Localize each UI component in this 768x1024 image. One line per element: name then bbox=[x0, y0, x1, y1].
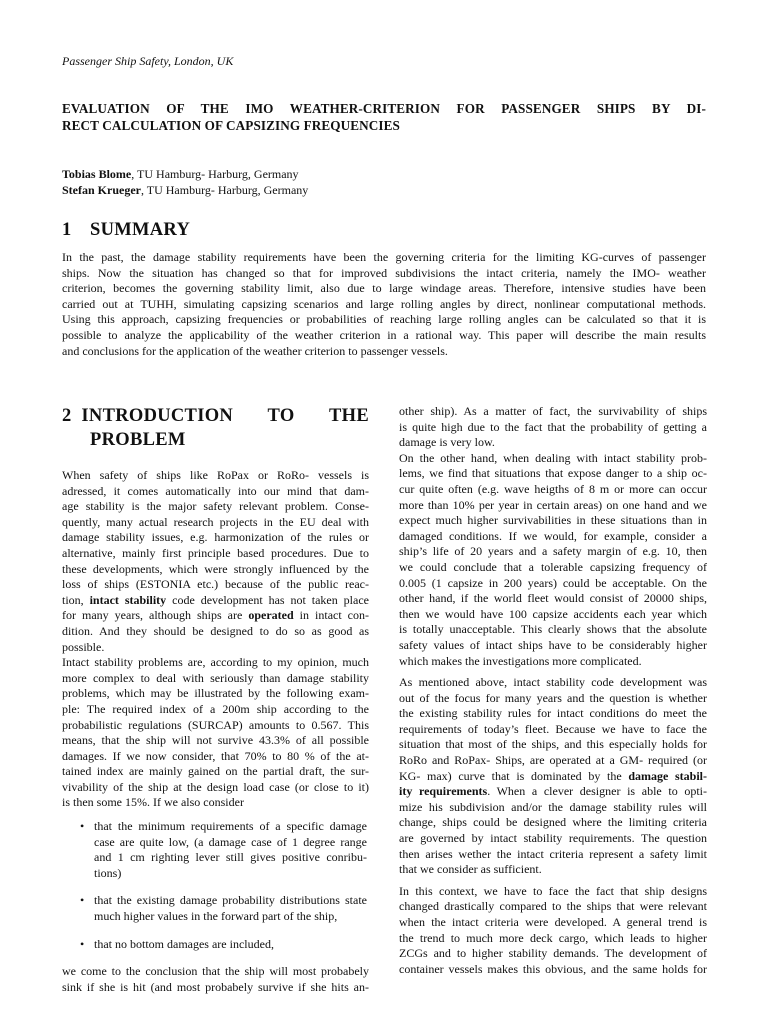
text-line: In the past, the damage stability requirements have been the governing criteria for the limiting KG-curves of passenger bbox=[62, 250, 706, 264]
text-line: is totally unacceptable. This clearly shows that the absolute bbox=[399, 622, 707, 637]
text-line bbox=[62, 593, 369, 609]
text-line: tained index are mainly gained on the partial draft, the sur- bbox=[62, 764, 369, 779]
paragraph bbox=[399, 675, 707, 878]
text-line: Intact stability problems are, according to my opinion, much bbox=[62, 655, 369, 670]
text-line: expect much higher survivabilities in these situations than in bbox=[399, 513, 707, 528]
text-line: adressed, it comes automatically into our mind that dam- bbox=[62, 483, 369, 498]
text-run: tion, bbox=[62, 592, 90, 607]
text-line: that no bottom damages are included, bbox=[94, 936, 274, 951]
text-line: criterion, becomes the governing stability limit, also due to large windage areas. Therefore, intensive studies have been bbox=[62, 281, 706, 296]
bold-text: ity requirements bbox=[399, 784, 488, 799]
text-line: probabilistic regulations (SURCAP) amounts to 0.567. This bbox=[62, 717, 369, 732]
text-run: code development has not taken place bbox=[166, 592, 369, 607]
text-line bbox=[399, 769, 707, 785]
text-line: situation that most of the ships, and this especially holds for bbox=[399, 737, 707, 752]
text-line: other hand, if the world fleet would consist of 20000 ships, bbox=[399, 591, 707, 606]
text-line: RoRo and RoPax- Ships, are operated at a GM- required (or bbox=[399, 753, 707, 768]
right-column bbox=[399, 404, 707, 977]
text-line: possible. bbox=[62, 639, 105, 654]
heading-word: TO bbox=[267, 406, 295, 426]
text-line: lems, we find that situations that expose danger to a ship oc- bbox=[399, 466, 707, 481]
list-item bbox=[62, 893, 369, 924]
text-line: As mentioned above, intact stability code development was bbox=[399, 675, 707, 690]
text-line: damaged conditions. If we would, for example, consider a bbox=[399, 528, 707, 543]
paragraph bbox=[399, 451, 707, 669]
bullet-icon: • bbox=[80, 893, 85, 908]
author-name: Tobias Blome bbox=[62, 167, 132, 181]
text-line: When safety of ships like RoPax or RoRo- vessels is bbox=[62, 468, 369, 482]
text-line: and conclusions for the application of the weather criterion to passenger vessels. bbox=[62, 343, 448, 358]
text-line: On the other hand, when dealing with intact stability prob- bbox=[399, 450, 707, 465]
text-line: possible to analyze the applicability of the weather criterion in a rational way. This paper will describe the main results bbox=[62, 327, 706, 342]
text-line: other ship). As a matter of fact, the survivability of ships bbox=[399, 404, 707, 418]
text-line: that the existing damage probability distributions state bbox=[94, 893, 367, 908]
text-line bbox=[399, 784, 707, 800]
text-line: damages. If we now consider, that 70% to 80 % of the at- bbox=[62, 748, 369, 763]
text-line: cur quite often (e.g. wave heigths of 8 m or more can occur bbox=[399, 481, 707, 496]
text-line: out of the focus for many years and the question is whether bbox=[399, 690, 707, 705]
text-line: much higher values in the forward part of the ship, bbox=[94, 909, 338, 924]
text-run: . When a clever designer is able to opti- bbox=[487, 784, 707, 799]
text-line: carried out at TUHH, simulating capsizing scenarios and large rolling angles by direct, nonlinear computational methods. bbox=[62, 296, 706, 311]
text-line: case are quite low, (a damage case of 1 degree range bbox=[94, 834, 367, 849]
text-line: we come to the conclusion that the ship will most probabely bbox=[62, 964, 369, 979]
text-run: KG- max) curve that is dominated by the bbox=[399, 768, 629, 783]
author-affiliation: , TU Hamburg- Harburg, Germany bbox=[140, 183, 309, 197]
author-affiliation: , TU Hamburg- Harburg, Germany bbox=[131, 167, 299, 181]
text-line: ple: The required index of a 200m ship according to the bbox=[62, 701, 369, 716]
bold-text: operated bbox=[248, 608, 294, 623]
section-title: SUMMARY bbox=[90, 220, 191, 240]
text-line: and 1 cm righting lever still gives positive conribu- bbox=[94, 850, 367, 865]
author-list bbox=[62, 166, 308, 198]
paragraph bbox=[62, 655, 369, 811]
text-line: damage stability issues, e.g. harmonization of the rules or bbox=[62, 530, 369, 545]
text-line: then arises wether the intact criteria represent a safety limit bbox=[399, 846, 707, 861]
text-line: loss of ships (ESTONIA etc.) because of the public reac- bbox=[62, 577, 369, 592]
text-line: is quite high due to the fact that the probability of getting a bbox=[399, 419, 707, 434]
text-line: damage is very low. bbox=[399, 435, 495, 450]
bullet-icon: • bbox=[80, 819, 85, 834]
text-line: safety values of intact ships have to be considerably higher bbox=[399, 637, 707, 652]
section-number: 1 bbox=[62, 220, 72, 240]
heading-word: INTRODUCTION bbox=[81, 406, 234, 426]
heading-line bbox=[62, 404, 369, 428]
text-line: sink if she is hit (and most probabely survive if she hits an- bbox=[62, 979, 369, 994]
text-line: vivability of the ship at the design load case (or close to it) bbox=[62, 779, 369, 794]
list-item bbox=[62, 819, 369, 881]
heading-word: THE bbox=[329, 406, 369, 426]
text-line: more than 10% per year in certain areas) on one hand and we bbox=[399, 497, 707, 512]
text-line: In this context, we have to face the fact that ship designs bbox=[399, 883, 707, 898]
text-line: when the intact criteria were developed. A general trend is bbox=[399, 915, 707, 929]
section-heading-introduction bbox=[62, 404, 369, 452]
text-line: container vessels makes this obvious, and the same holds for bbox=[399, 961, 707, 976]
text-line: more complex to deal with seriously than damage stability bbox=[62, 670, 369, 685]
text-line: which makes the investigations more complicated. bbox=[399, 653, 642, 668]
heading-line: PROBLEM bbox=[90, 430, 186, 450]
text-line: age stability is the major safety relevant problem. Conse- bbox=[62, 499, 369, 514]
paragraph bbox=[399, 884, 707, 978]
text-run: for many years, although ships are bbox=[62, 608, 249, 623]
text-line: are governed by intact stability requirements. The question bbox=[399, 831, 707, 846]
text-line: change, ships could be designed where the limiting criteria bbox=[399, 815, 707, 830]
text-line: that we consider as sufficient. bbox=[399, 862, 542, 877]
text-line: problems, which may be illustrated by the following exam- bbox=[62, 686, 369, 701]
author-entry bbox=[62, 166, 308, 182]
text-line: that the minimum requirements of a specific damage bbox=[94, 819, 367, 834]
text-line: quently, many actual research projects in the EU deal with bbox=[62, 514, 369, 529]
bullet-list bbox=[62, 819, 369, 952]
text-line: requirements of today’s fleet. Because we have to face the bbox=[399, 721, 707, 736]
paragraph bbox=[62, 964, 369, 995]
list-item bbox=[62, 937, 369, 953]
text-line: these developments, which were strongly influenced by the bbox=[62, 561, 369, 576]
section-number: 2 bbox=[62, 406, 72, 426]
bullet-icon: • bbox=[80, 936, 85, 951]
text-line: means, that the ship will not survive 43.3% of all possible bbox=[62, 733, 369, 748]
bold-text: damage stabil- bbox=[628, 768, 707, 783]
text-line: dition. And they should be designed to do so as good as bbox=[62, 623, 369, 638]
summary-paragraph bbox=[62, 250, 706, 359]
bold-text: intact stability bbox=[89, 592, 167, 607]
text-line: ZCGs and to higher stability demands. The development of bbox=[399, 946, 707, 961]
text-line bbox=[62, 608, 369, 624]
text-run: in intact con- bbox=[293, 608, 370, 623]
text-line: ships. Now the situation has changed so that for improved subdivisions the intact criteria, namely the IMO- weather bbox=[62, 265, 706, 280]
text-line: we could conclude that a tolerable capsizing frequency of bbox=[399, 559, 707, 574]
title-line: EVALUATION OF THE IMO WEATHER-CRITERION FOR PASSENGER SHIPS BY DI- bbox=[62, 101, 706, 116]
text-line: ship’s life of 20 years and a safety margin of e.g. 10, then bbox=[399, 544, 707, 559]
text-line: the existing stability rules for intact conditions do meet the bbox=[399, 706, 707, 721]
text-line: alternative, mainly first principle based procedures. Due to bbox=[62, 545, 369, 560]
title-line: RECT CALCULATION OF CAPSIZING FREQUENCIES bbox=[62, 118, 400, 133]
text-line: then we would have 100 capsize accidents each year which bbox=[399, 606, 707, 621]
text-line: mize his subdivision and/or the damage stability rules will bbox=[399, 799, 707, 814]
paragraph bbox=[62, 468, 369, 655]
section-heading-summary bbox=[62, 220, 190, 241]
text-line: tions) bbox=[94, 865, 122, 880]
text-line: the trend to much more deck cargo, which leads to higher bbox=[399, 930, 707, 945]
heading-number-word bbox=[62, 404, 233, 428]
left-column bbox=[62, 404, 369, 995]
running-head: Passenger Ship Safety, London, UK bbox=[62, 54, 234, 68]
paragraph bbox=[399, 404, 707, 451]
text-line: changed drastically compared to the ships that were relevant bbox=[399, 899, 707, 914]
paper-title bbox=[62, 100, 706, 134]
text-line: Using this approach, capsizing frequencies or probabilities of reaching large rolling angles can be calculated so that it is bbox=[62, 312, 706, 327]
author-name: Stefan Krueger bbox=[62, 183, 141, 197]
author-entry bbox=[62, 182, 308, 198]
text-line: 0.005 (1 capsize in 200 years) could be acceptable. On the bbox=[399, 575, 707, 590]
text-line: is then some 15%. If we also consider bbox=[62, 795, 244, 810]
